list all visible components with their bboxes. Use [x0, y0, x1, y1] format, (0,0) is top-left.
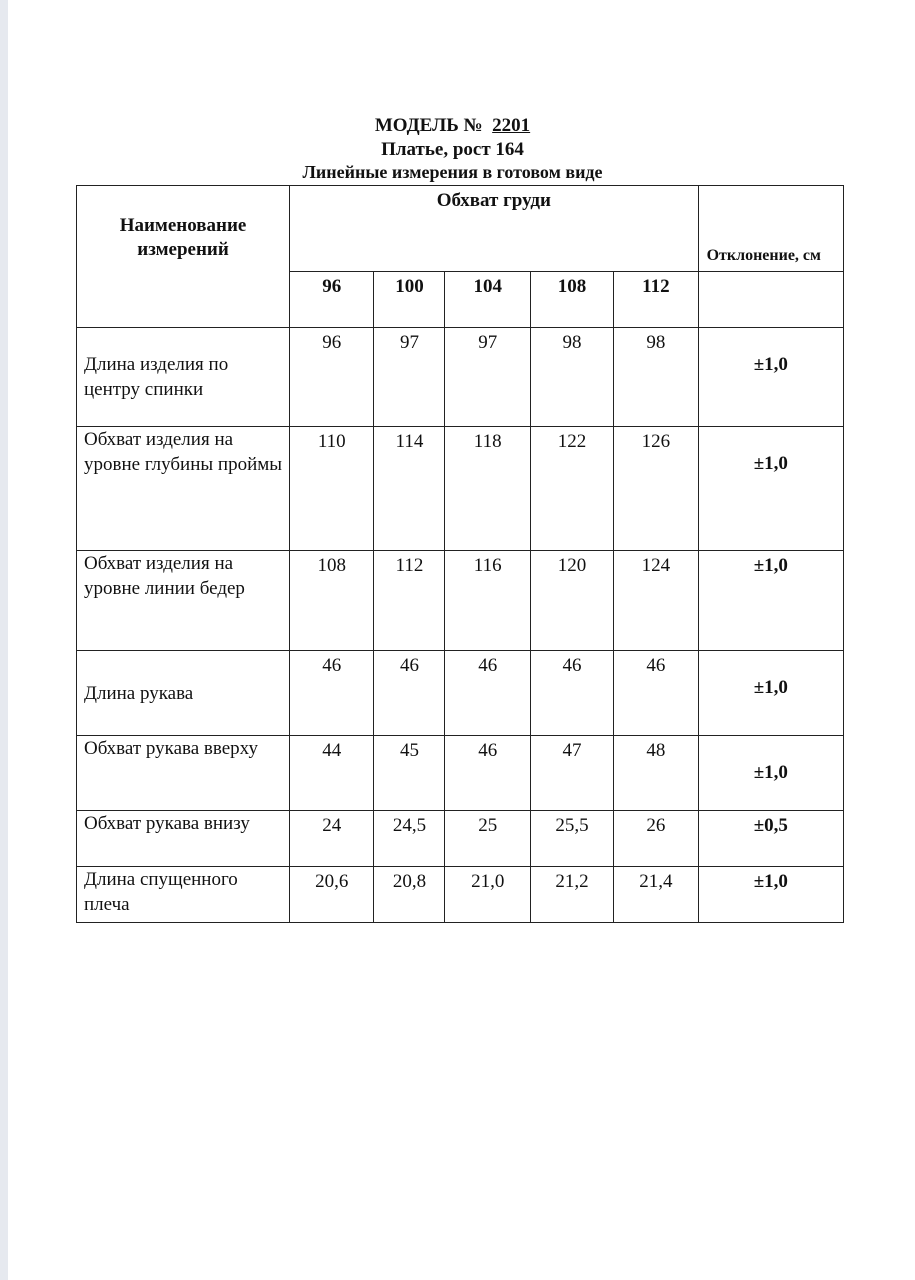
table-row	[77, 867, 844, 923]
table-row	[77, 427, 844, 551]
measurement-value: 46	[290, 651, 374, 736]
measurement-value: 20,6	[290, 867, 374, 923]
measurement-value: 48	[614, 736, 698, 811]
measurement-name-header: Наименование измерений	[77, 186, 290, 328]
document-title-block	[8, 114, 915, 182]
size-header: 108	[530, 272, 613, 328]
measurement-value: 46	[374, 651, 445, 736]
measurement-value: 46	[614, 651, 698, 736]
deviation-value: ±1,0	[698, 651, 843, 736]
measurement-value: 108	[290, 551, 374, 651]
measurement-value: 25	[445, 811, 530, 867]
measurement-value: 20,8	[374, 867, 445, 923]
measurement-value: 21,4	[614, 867, 698, 923]
measurement-name: Обхват изделия на уровне глубины проймы	[77, 427, 290, 551]
measurement-value: 98	[614, 328, 698, 427]
measurement-name: Обхват рукава вверху	[77, 736, 290, 811]
model-number: 2201	[492, 115, 531, 136]
product-subtitle: Платье, рост 164	[381, 139, 524, 160]
table-row	[77, 328, 844, 427]
measurement-value: 126	[614, 427, 698, 551]
measurement-value: 98	[530, 328, 613, 427]
deviation-value: ±1,0	[698, 867, 843, 923]
model-title	[0, 114, 915, 138]
measurement-value: 46	[445, 651, 530, 736]
measurement-value: 114	[374, 427, 445, 551]
measurement-name: Обхват рукава внизу	[77, 811, 290, 867]
measurement-value: 44	[290, 736, 374, 811]
size-header: 112	[614, 272, 698, 328]
deviation-value: ±1,0	[698, 328, 843, 427]
deviation-header-filler	[698, 272, 843, 328]
measurement-value: 112	[374, 551, 445, 651]
size-header: 96	[290, 272, 374, 328]
table-row	[77, 736, 844, 811]
measurement-value: 24,5	[374, 811, 445, 867]
table-caption: Линейные измерения в готовом виде	[302, 162, 603, 182]
measurement-value: 25,5	[530, 811, 613, 867]
measurement-name: Длина рукава	[77, 651, 290, 736]
deviation-value: ±0,5	[698, 811, 843, 867]
measurement-value: 97	[374, 328, 445, 427]
measurement-name: Обхват изделия на уровне линии бедер	[77, 551, 290, 651]
measurement-value: 118	[445, 427, 530, 551]
measurement-name: Длина изделия по центру спинки	[77, 328, 290, 427]
table-row	[77, 651, 844, 736]
measurement-value: 24	[290, 811, 374, 867]
measurements-table	[76, 185, 844, 923]
measurement-value: 21,2	[530, 867, 613, 923]
measurement-value: 97	[445, 328, 530, 427]
chest-girth-header: Обхват груди	[290, 186, 698, 272]
model-label: МОДЕЛЬ №	[374, 115, 483, 136]
measurement-value: 116	[445, 551, 530, 651]
deviation-value: ±1,0	[698, 736, 843, 811]
measurement-value: 26	[614, 811, 698, 867]
measurement-value: 46	[445, 736, 530, 811]
measurement-name: Длина спущенного плеча	[77, 867, 290, 923]
measurement-value: 124	[614, 551, 698, 651]
deviation-value: ±1,0	[698, 427, 843, 551]
measurement-value: 46	[530, 651, 613, 736]
table-row	[77, 811, 844, 867]
deviation-header: Отклонение, см	[698, 186, 843, 272]
size-header: 100	[374, 272, 445, 328]
measurement-value: 110	[290, 427, 374, 551]
measurement-value: 122	[530, 427, 613, 551]
measurement-value: 96	[290, 328, 374, 427]
measurement-value: 47	[530, 736, 613, 811]
size-header: 104	[445, 272, 530, 328]
deviation-value: ±1,0	[698, 551, 843, 651]
table-row	[77, 551, 844, 651]
measurement-value: 45	[374, 736, 445, 811]
measurement-value: 120	[530, 551, 613, 651]
measurement-value: 21,0	[445, 867, 530, 923]
